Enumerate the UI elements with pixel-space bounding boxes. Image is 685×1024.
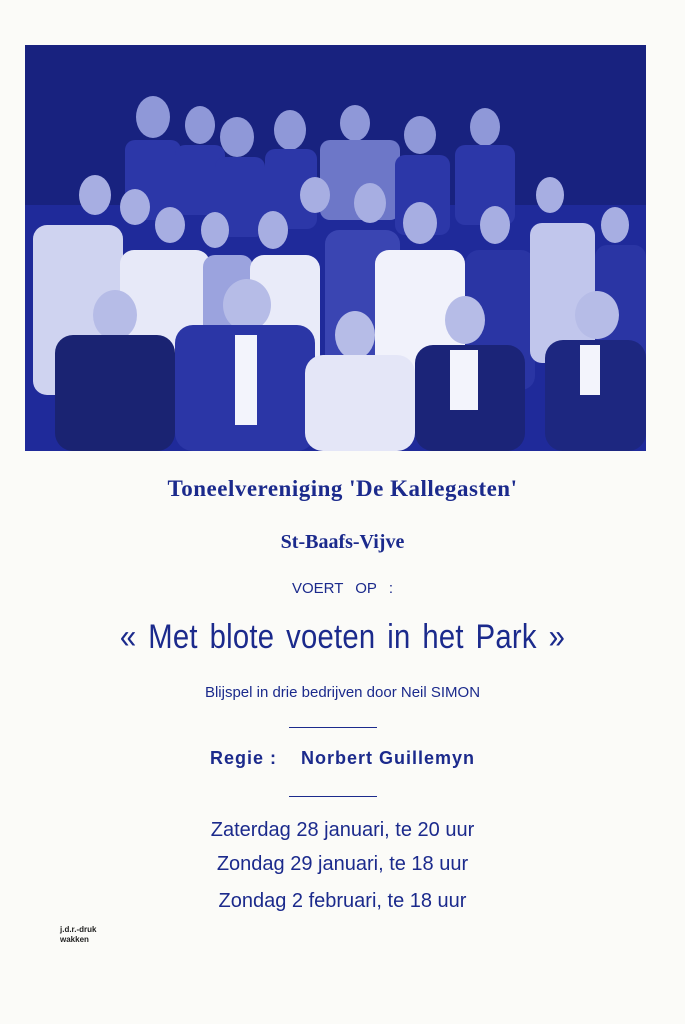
play-title: « Met blote voeten in het Park » [119, 618, 566, 656]
divider-top [289, 727, 377, 728]
printer-line-2: wakken [60, 935, 89, 944]
presents-label: VOERT OP : [291, 580, 394, 597]
director-name: Norbert Guillemyn [301, 748, 476, 768]
play-subtitle: Blijspel in drie bedrijven door Neil SIMON [204, 684, 481, 701]
printer-line-1: j.d.r.-druk [60, 925, 97, 934]
organization-name: Toneelvereniging 'De Kallegasten' [167, 476, 518, 501]
group-photo-icon [25, 45, 646, 451]
director-line [0, 748, 685, 769]
director-label: Regie : [209, 748, 277, 768]
performance-date-2: Zondag 29 januari, te 18 uur [216, 853, 469, 875]
printer-imprint [60, 925, 96, 945]
divider-bottom [289, 796, 377, 797]
place-name: St-Baafs-Vijve [280, 531, 405, 553]
group-photo [25, 45, 646, 451]
performance-date-1: Zaterdag 28 januari, te 20 uur [210, 819, 475, 841]
performance-date-3: Zondag 2 februari, te 18 uur [218, 890, 467, 912]
